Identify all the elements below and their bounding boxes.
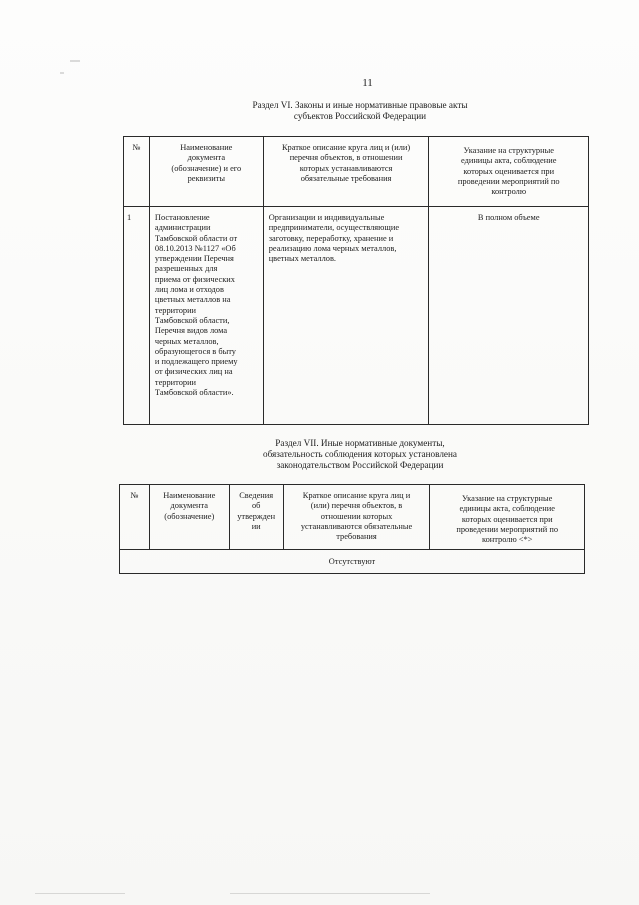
table-header-row <box>124 137 589 207</box>
header-description: Краткое описание круга лиц и (или) перечня объектов, в отношении которых устанавливаются обязательные требования <box>283 485 430 550</box>
header-num: № <box>124 137 150 207</box>
row-name: Постановление администрации Тамбовской области от 08.10.2013 №1127 «Об утверждении Перечня разрешенных для приема от физических лиц лома и отходов цветных металлов на территории Тамбовской области, Перечня видов лома черных металлов, образующегося в быту и подлежащего приему от физических лиц на территории Тамбовской области». <box>149 207 263 425</box>
page-number: 11 <box>362 77 373 89</box>
row-structure: В полном объеме <box>429 207 589 425</box>
header-num: № <box>120 485 150 550</box>
section6-title-line: субъектов Российской Федерации <box>293 111 427 121</box>
scan-mark <box>70 60 80 62</box>
scan-mark <box>60 72 64 74</box>
row-description: Организации и индивидуальные предприниматели, осуществляющие заготовку, переработку, хранение и реализацию лома черных металлов, цветных металлов. <box>263 207 429 425</box>
scan-mark <box>230 893 430 894</box>
section7-title-line: обязательность соблюдения которых установлена <box>262 449 457 459</box>
section7-title <box>0 438 639 471</box>
header-structure: Указание на структурные единицы акта, соблюдение которых оценивается при проведении мероприятий по контролю <box>429 137 589 207</box>
section7-title-line: законодательством Российской Федерации <box>276 460 444 470</box>
section6-table <box>123 136 589 425</box>
header-approval-info: Сведения об утвержден ии <box>229 485 283 550</box>
scan-mark <box>35 893 125 894</box>
section6-title-line: Раздел VI. Законы и иные нормативные правовые акты <box>252 100 468 110</box>
section7-table <box>119 484 585 574</box>
table-row <box>124 207 589 425</box>
header-name: Наименование документа (обозначение) <box>149 485 229 550</box>
header-structure: Указание на структурные единицы акта, соблюдение которых оценивается при проведении мероприятий по контролю <*> <box>430 485 585 550</box>
empty-row-text: Отсутствуют <box>120 550 585 574</box>
section6-title <box>0 100 639 122</box>
table-row <box>120 550 585 574</box>
row-num: 1 <box>124 207 150 425</box>
table-header-row <box>120 485 585 550</box>
header-description: Краткое описание круга лиц и (или) перечня объектов, в отношении которых устанавливаются обязательные требования <box>263 137 429 207</box>
header-name: Наименование документа (обозначение) и его реквизиты <box>149 137 263 207</box>
section7-title-line: Раздел VII. Иные нормативные документы, <box>275 438 445 448</box>
